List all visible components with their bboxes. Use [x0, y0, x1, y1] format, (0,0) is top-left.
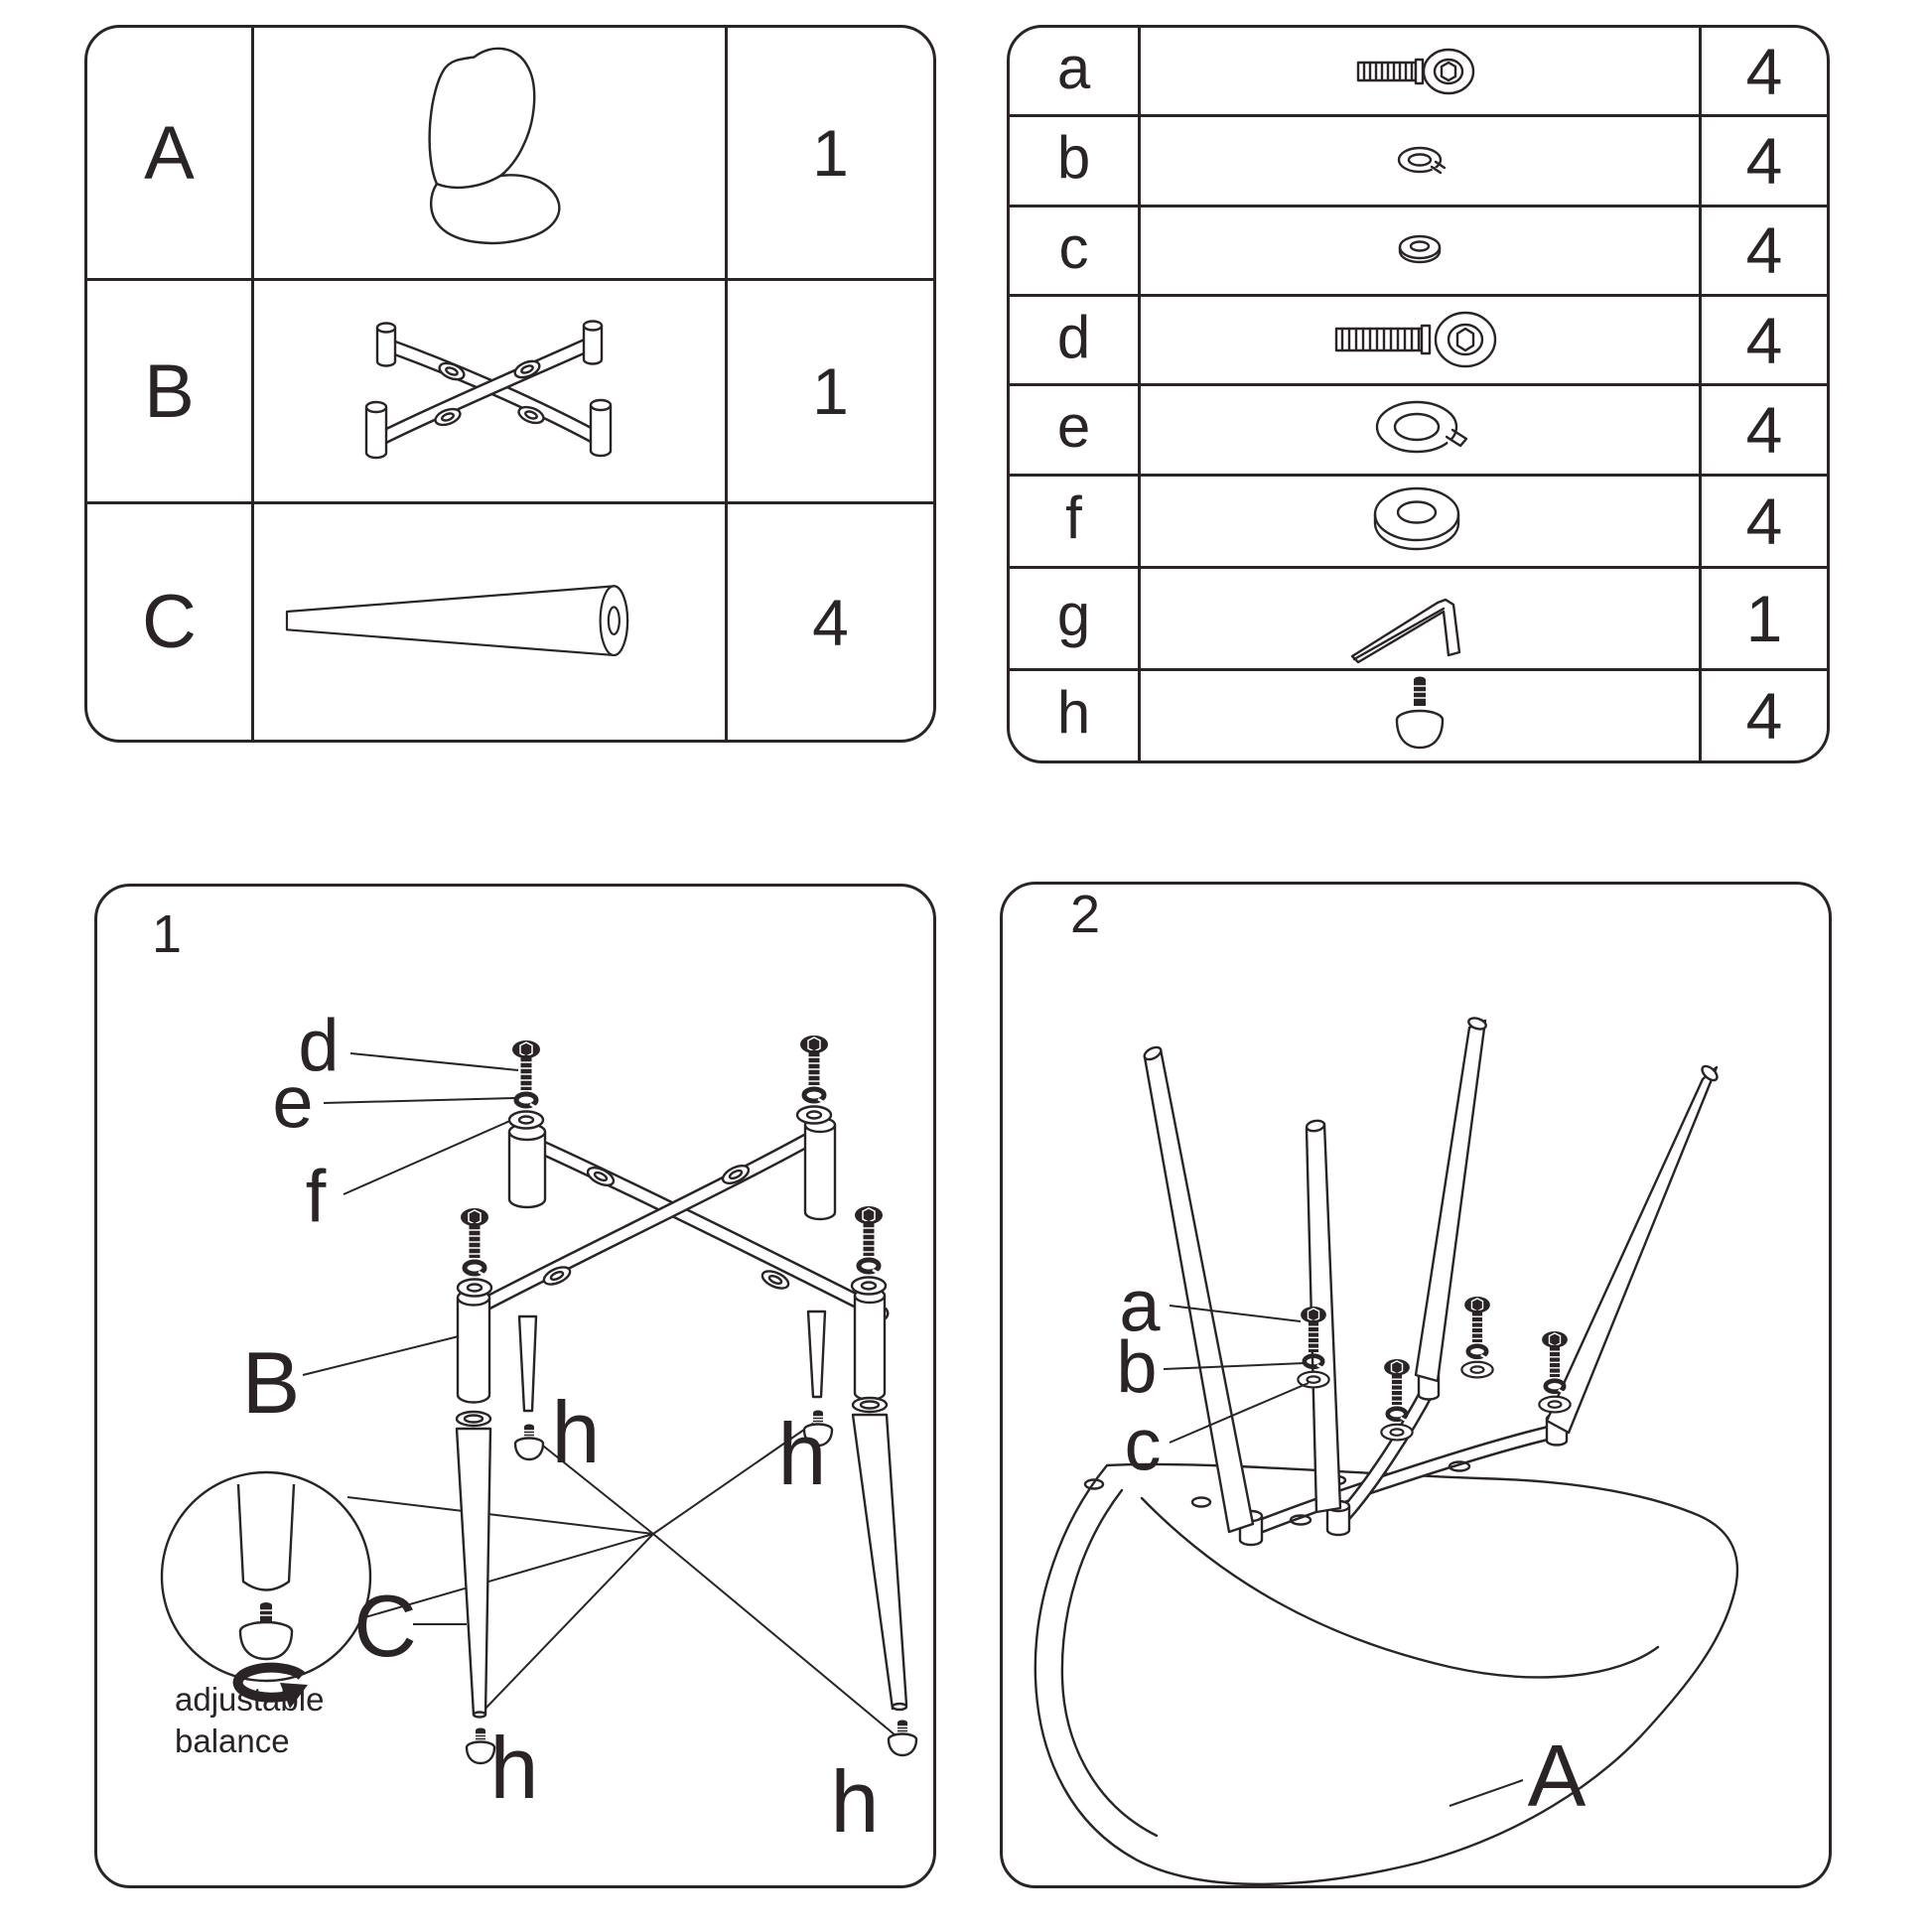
hw-drawing-cell-d	[1141, 297, 1702, 386]
step2-label-c: c	[1124, 1403, 1162, 1486]
hardware-table	[1007, 25, 1830, 763]
step2-number: 2	[1069, 885, 1101, 944]
hw-qty-b: 4	[1702, 117, 1827, 207]
part-qty-B: 1	[728, 281, 933, 504]
hw-qty-a: 4	[1702, 28, 1827, 117]
hw-id-a: a	[1010, 28, 1141, 117]
step1-label-f: f	[305, 1155, 327, 1238]
legs-drawing	[1143, 1016, 1720, 1532]
hw-id-d: d	[1010, 297, 1141, 386]
front-left-leg	[457, 1412, 494, 1763]
part-qty-C: 4	[812, 585, 849, 659]
screw-stack-3	[1461, 1297, 1492, 1377]
hw-id-h: h	[1010, 671, 1141, 760]
small-lock-washer-icon	[1375, 136, 1464, 186]
short-bolt-icon	[1350, 41, 1489, 102]
allen-key-icon	[1340, 569, 1499, 668]
flat-washer-icon	[1355, 477, 1484, 566]
hw-drawing-cell-c	[1141, 207, 1702, 297]
hw-qty-g: 1	[1702, 569, 1827, 671]
hw-drawing-cell-a	[1141, 28, 1702, 117]
hw-id-g: g	[1010, 569, 1141, 671]
hw-id-c: c	[1010, 207, 1141, 297]
screw-stack-back-left	[509, 1040, 543, 1129]
part-qty-A: 1	[728, 28, 933, 281]
screw-stack-front-right	[852, 1206, 886, 1295]
hw-id-e: e	[1010, 386, 1141, 476]
hw-drawing-cell-e	[1141, 386, 1702, 476]
lock-washer-icon	[1355, 387, 1484, 473]
screw-stack-back-right	[797, 1035, 831, 1124]
part-drawing-cell-C	[254, 504, 728, 740]
back-left-leg	[515, 1316, 543, 1459]
screw-stack-4	[1539, 1331, 1570, 1412]
foot-glide-icon	[1380, 672, 1459, 759]
adjustable-balance-inset	[162, 1472, 370, 1709]
tapered-leg-icon	[276, 575, 703, 670]
step1-label-e: e	[272, 1060, 314, 1144]
cross-base-icon	[341, 302, 638, 481]
hw-qty-h: 4	[1745, 678, 1783, 753]
long-bolt-icon	[1330, 303, 1509, 378]
hw-qty-f: 4	[1702, 477, 1827, 569]
part-id-A: A	[87, 28, 254, 281]
hw-qty-c: 4	[1702, 207, 1827, 297]
part-drawing-cell-B	[254, 281, 728, 504]
step2-panel	[1000, 882, 1832, 1888]
hw-drawing-cell-b	[1141, 117, 1702, 207]
front-right-leg	[853, 1398, 916, 1755]
hw-qty-d: 4	[1702, 297, 1827, 386]
chair-shell-icon	[370, 37, 609, 270]
part-id-B: B	[87, 281, 254, 504]
hw-id-f: f	[1010, 477, 1141, 569]
step1-label-h-4: h	[830, 1752, 880, 1851]
parts-table	[84, 25, 936, 743]
step1-label-C: C	[353, 1577, 417, 1675]
step1-label-h-2: h	[777, 1405, 827, 1503]
hw-drawing-cell-f	[1141, 477, 1702, 569]
step2-label-a: a	[1119, 1264, 1161, 1347]
step1-panel	[94, 884, 936, 1888]
part-id-C: C	[87, 504, 254, 740]
hw-drawing-cell-h	[1141, 671, 1702, 760]
step2-label-b: b	[1116, 1325, 1158, 1409]
small-flat-washer-icon	[1375, 225, 1464, 275]
step1-number: 1	[151, 904, 183, 964]
hw-qty-e: 4	[1702, 386, 1827, 476]
screw-stack-2	[1381, 1359, 1412, 1440]
step1-label-d: d	[298, 1004, 340, 1087]
adjustable-balance-note: adjustable balance	[175, 1681, 325, 1759]
part-drawing-cell-A	[254, 28, 728, 281]
hw-drawing-cell-g	[1141, 569, 1702, 671]
step1-label-h-1: h	[551, 1383, 601, 1481]
seat-shell-drawing	[1035, 1464, 1737, 1884]
screw-stack-front-left	[458, 1208, 491, 1297]
hw-id-b: b	[1010, 117, 1141, 207]
step2-label-A: A	[1527, 1726, 1587, 1825]
step1-label-h-3: h	[489, 1719, 539, 1817]
step1-label-B: B	[241, 1333, 301, 1432]
